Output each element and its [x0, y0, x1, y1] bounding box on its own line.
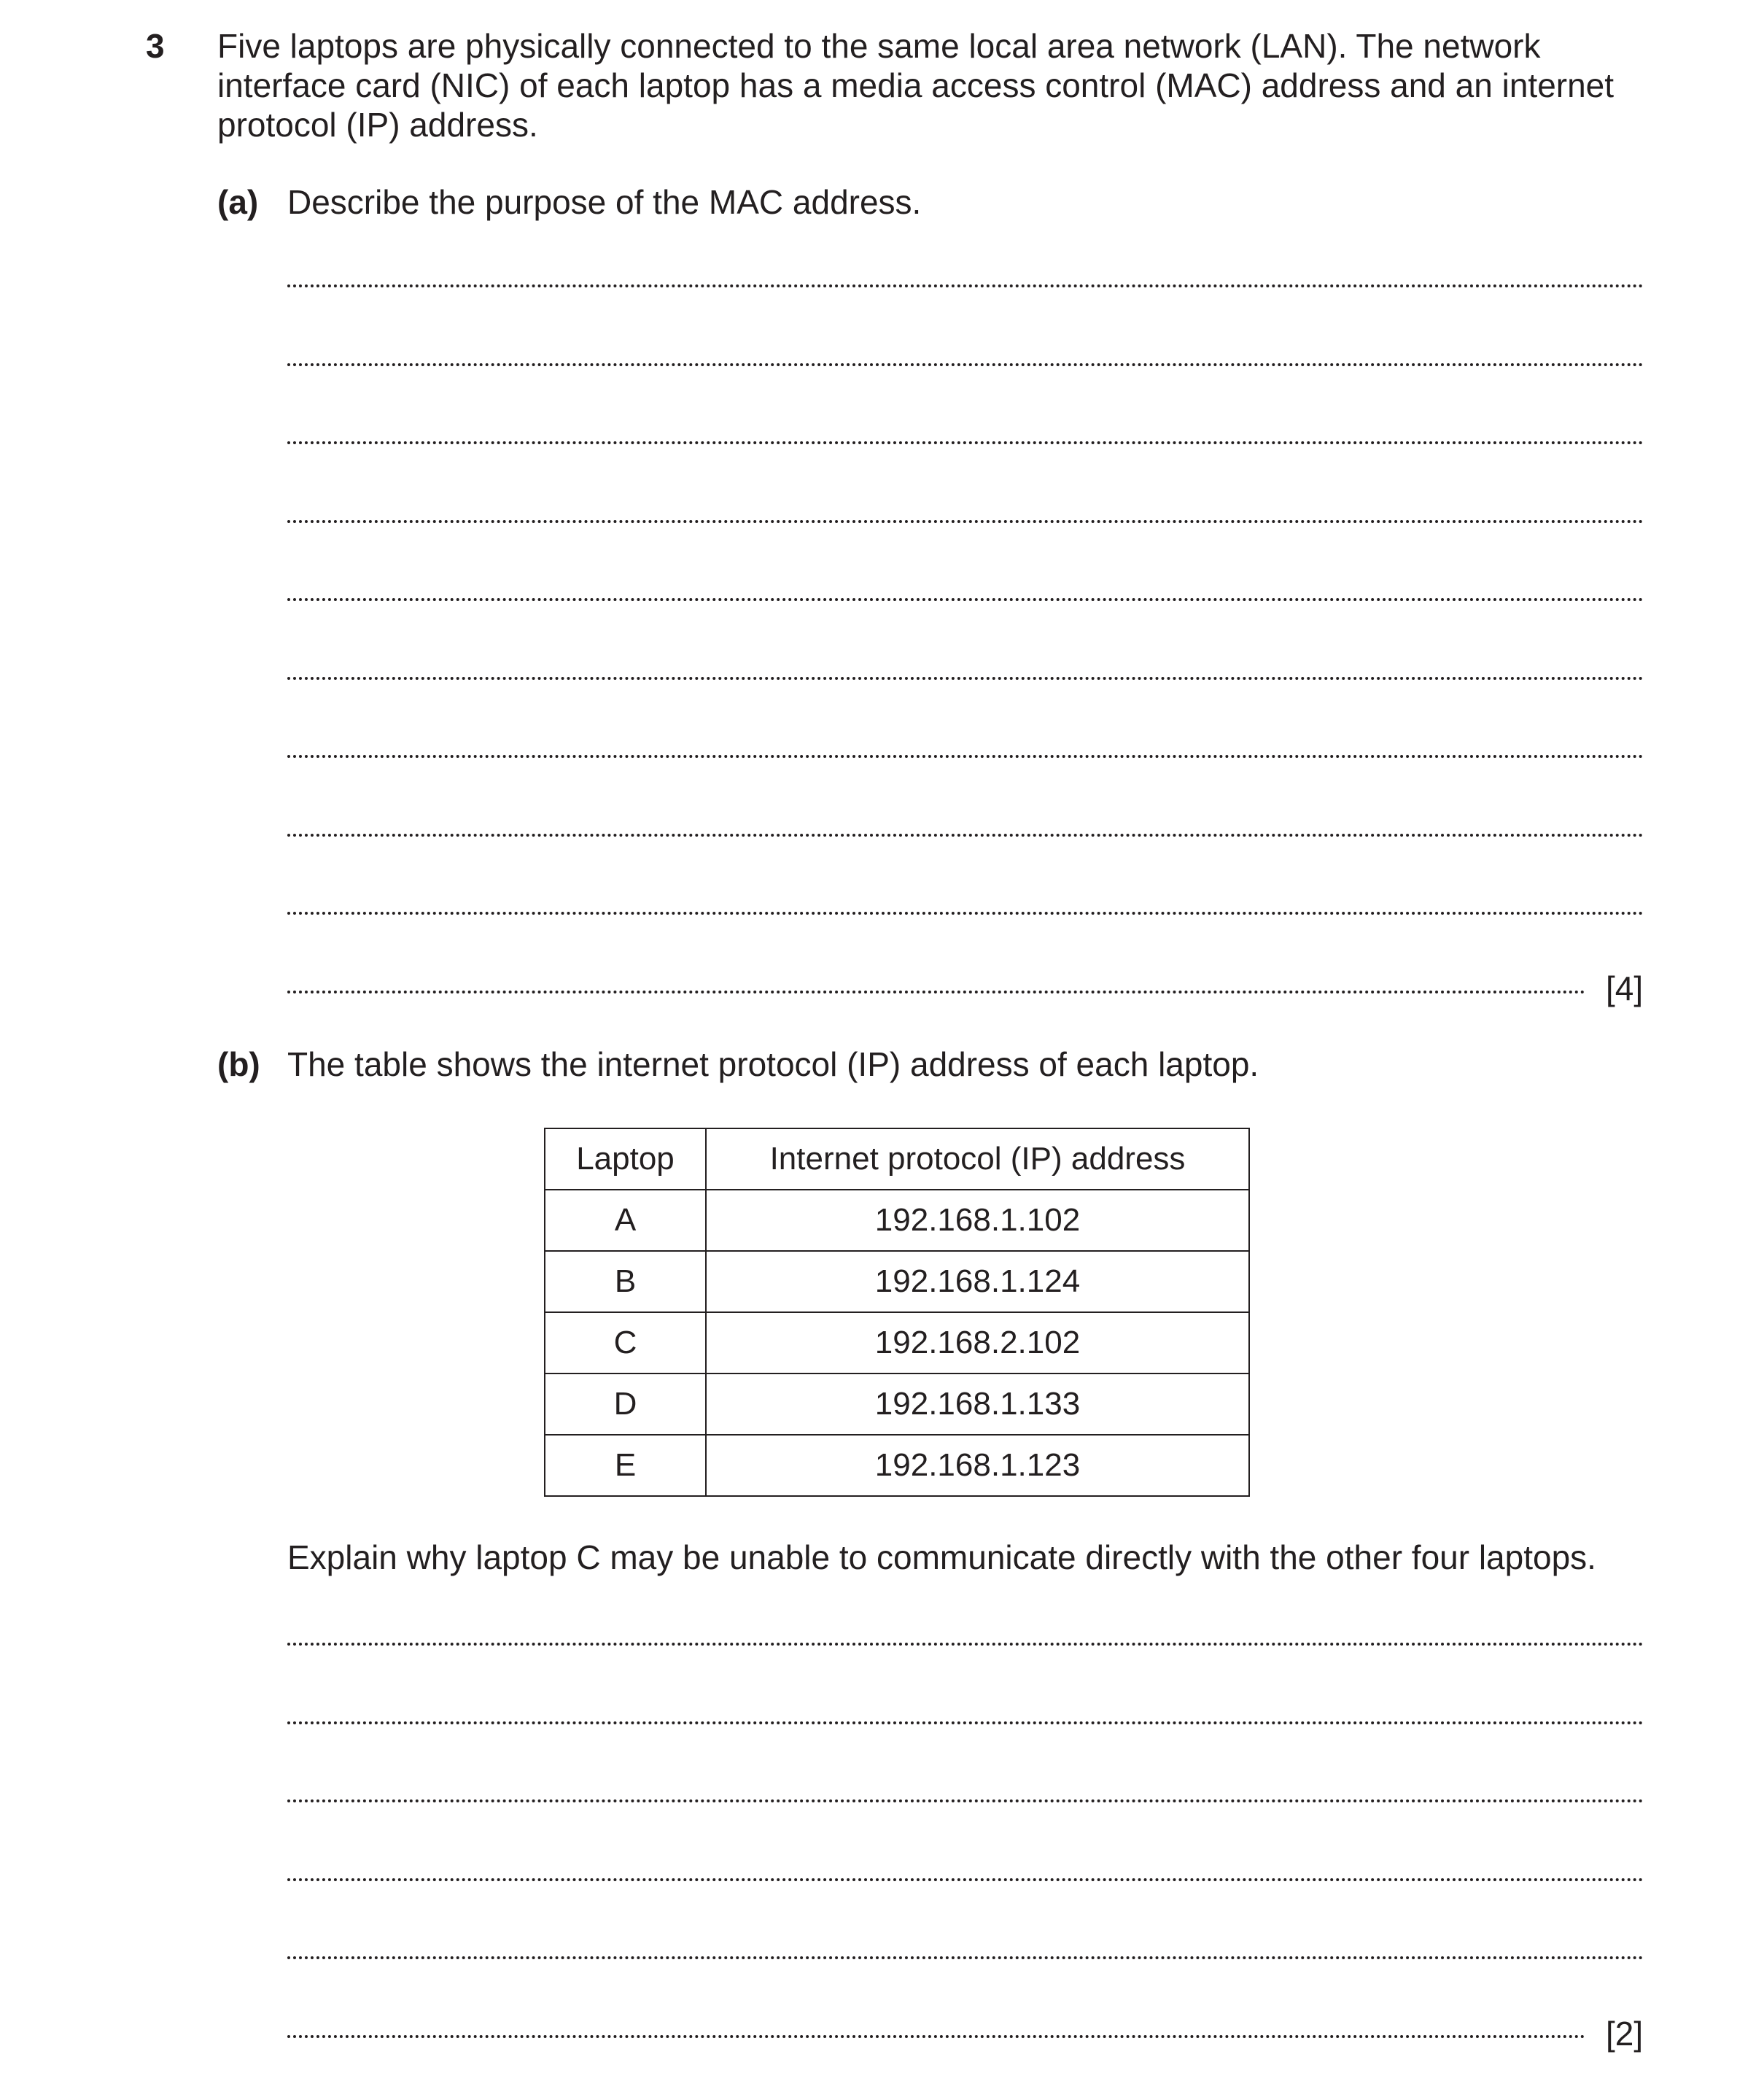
part-a-marks: [4]: [1606, 969, 1644, 1007]
table-row: [545, 1435, 1249, 1496]
laptop-cell: B: [545, 1251, 706, 1312]
answer-line[interactable]: [287, 363, 1644, 366]
answer-line[interactable]: [287, 834, 1644, 837]
question-intro: Five laptops are physically connected to the same local area network (LAN). The network interface card (NIC) of each laptop has a media access control (MAC) address and an internet protocol (IP) address.: [217, 27, 1615, 144]
answer-line[interactable]: [287, 1643, 1644, 1646]
table-header-laptop: Laptop: [545, 1128, 706, 1190]
table-header-ip-address: Internet protocol (IP) address: [706, 1128, 1249, 1190]
ip-address-cell: 192.168.2.102: [706, 1312, 1249, 1373]
part-a-prompt: Describe the purpose of the MAC address.: [287, 183, 922, 221]
answer-line[interactable]: [287, 1956, 1644, 1959]
part-b-label: (b): [217, 1045, 260, 1083]
ip-address-cell: 192.168.1.102: [706, 1190, 1249, 1251]
ip-address-cell: 192.168.1.123: [706, 1435, 1249, 1496]
table-row: [545, 1251, 1249, 1312]
part-b-question: Explain why laptop C may be unable to communicate directly with the other four laptops.: [287, 1538, 1596, 1576]
answer-line[interactable]: [287, 2035, 1585, 2038]
question-number: 3: [146, 27, 165, 65]
laptop-cell: E: [545, 1435, 706, 1496]
laptop-cell: C: [545, 1312, 706, 1373]
answer-line[interactable]: [287, 598, 1644, 601]
ip-address-cell: 192.168.1.133: [706, 1373, 1249, 1435]
table-row: [545, 1190, 1249, 1251]
part-a-label: (a): [217, 183, 259, 221]
answer-line[interactable]: [287, 520, 1644, 523]
laptop-cell: D: [545, 1373, 706, 1435]
ip-address-cell: 192.168.1.124: [706, 1251, 1249, 1312]
answer-line[interactable]: [287, 755, 1644, 758]
part-b-prompt: The table shows the internet protocol (IP) address of each laptop.: [287, 1045, 1259, 1083]
table-row: [545, 1373, 1249, 1435]
answer-line[interactable]: [287, 677, 1644, 680]
answer-line[interactable]: [287, 1878, 1644, 1881]
laptop-cell: A: [545, 1190, 706, 1251]
answer-line[interactable]: [287, 912, 1644, 915]
answer-line[interactable]: [287, 1799, 1644, 1802]
answer-line[interactable]: [287, 284, 1644, 287]
ip-address-table: [544, 1128, 1250, 1497]
part-b-marks: [2]: [1606, 2015, 1644, 2053]
answer-line[interactable]: [287, 991, 1585, 993]
table-header-row: [545, 1128, 1249, 1190]
answer-line[interactable]: [287, 1721, 1644, 1724]
table-row: [545, 1312, 1249, 1373]
answer-line[interactable]: [287, 441, 1644, 444]
